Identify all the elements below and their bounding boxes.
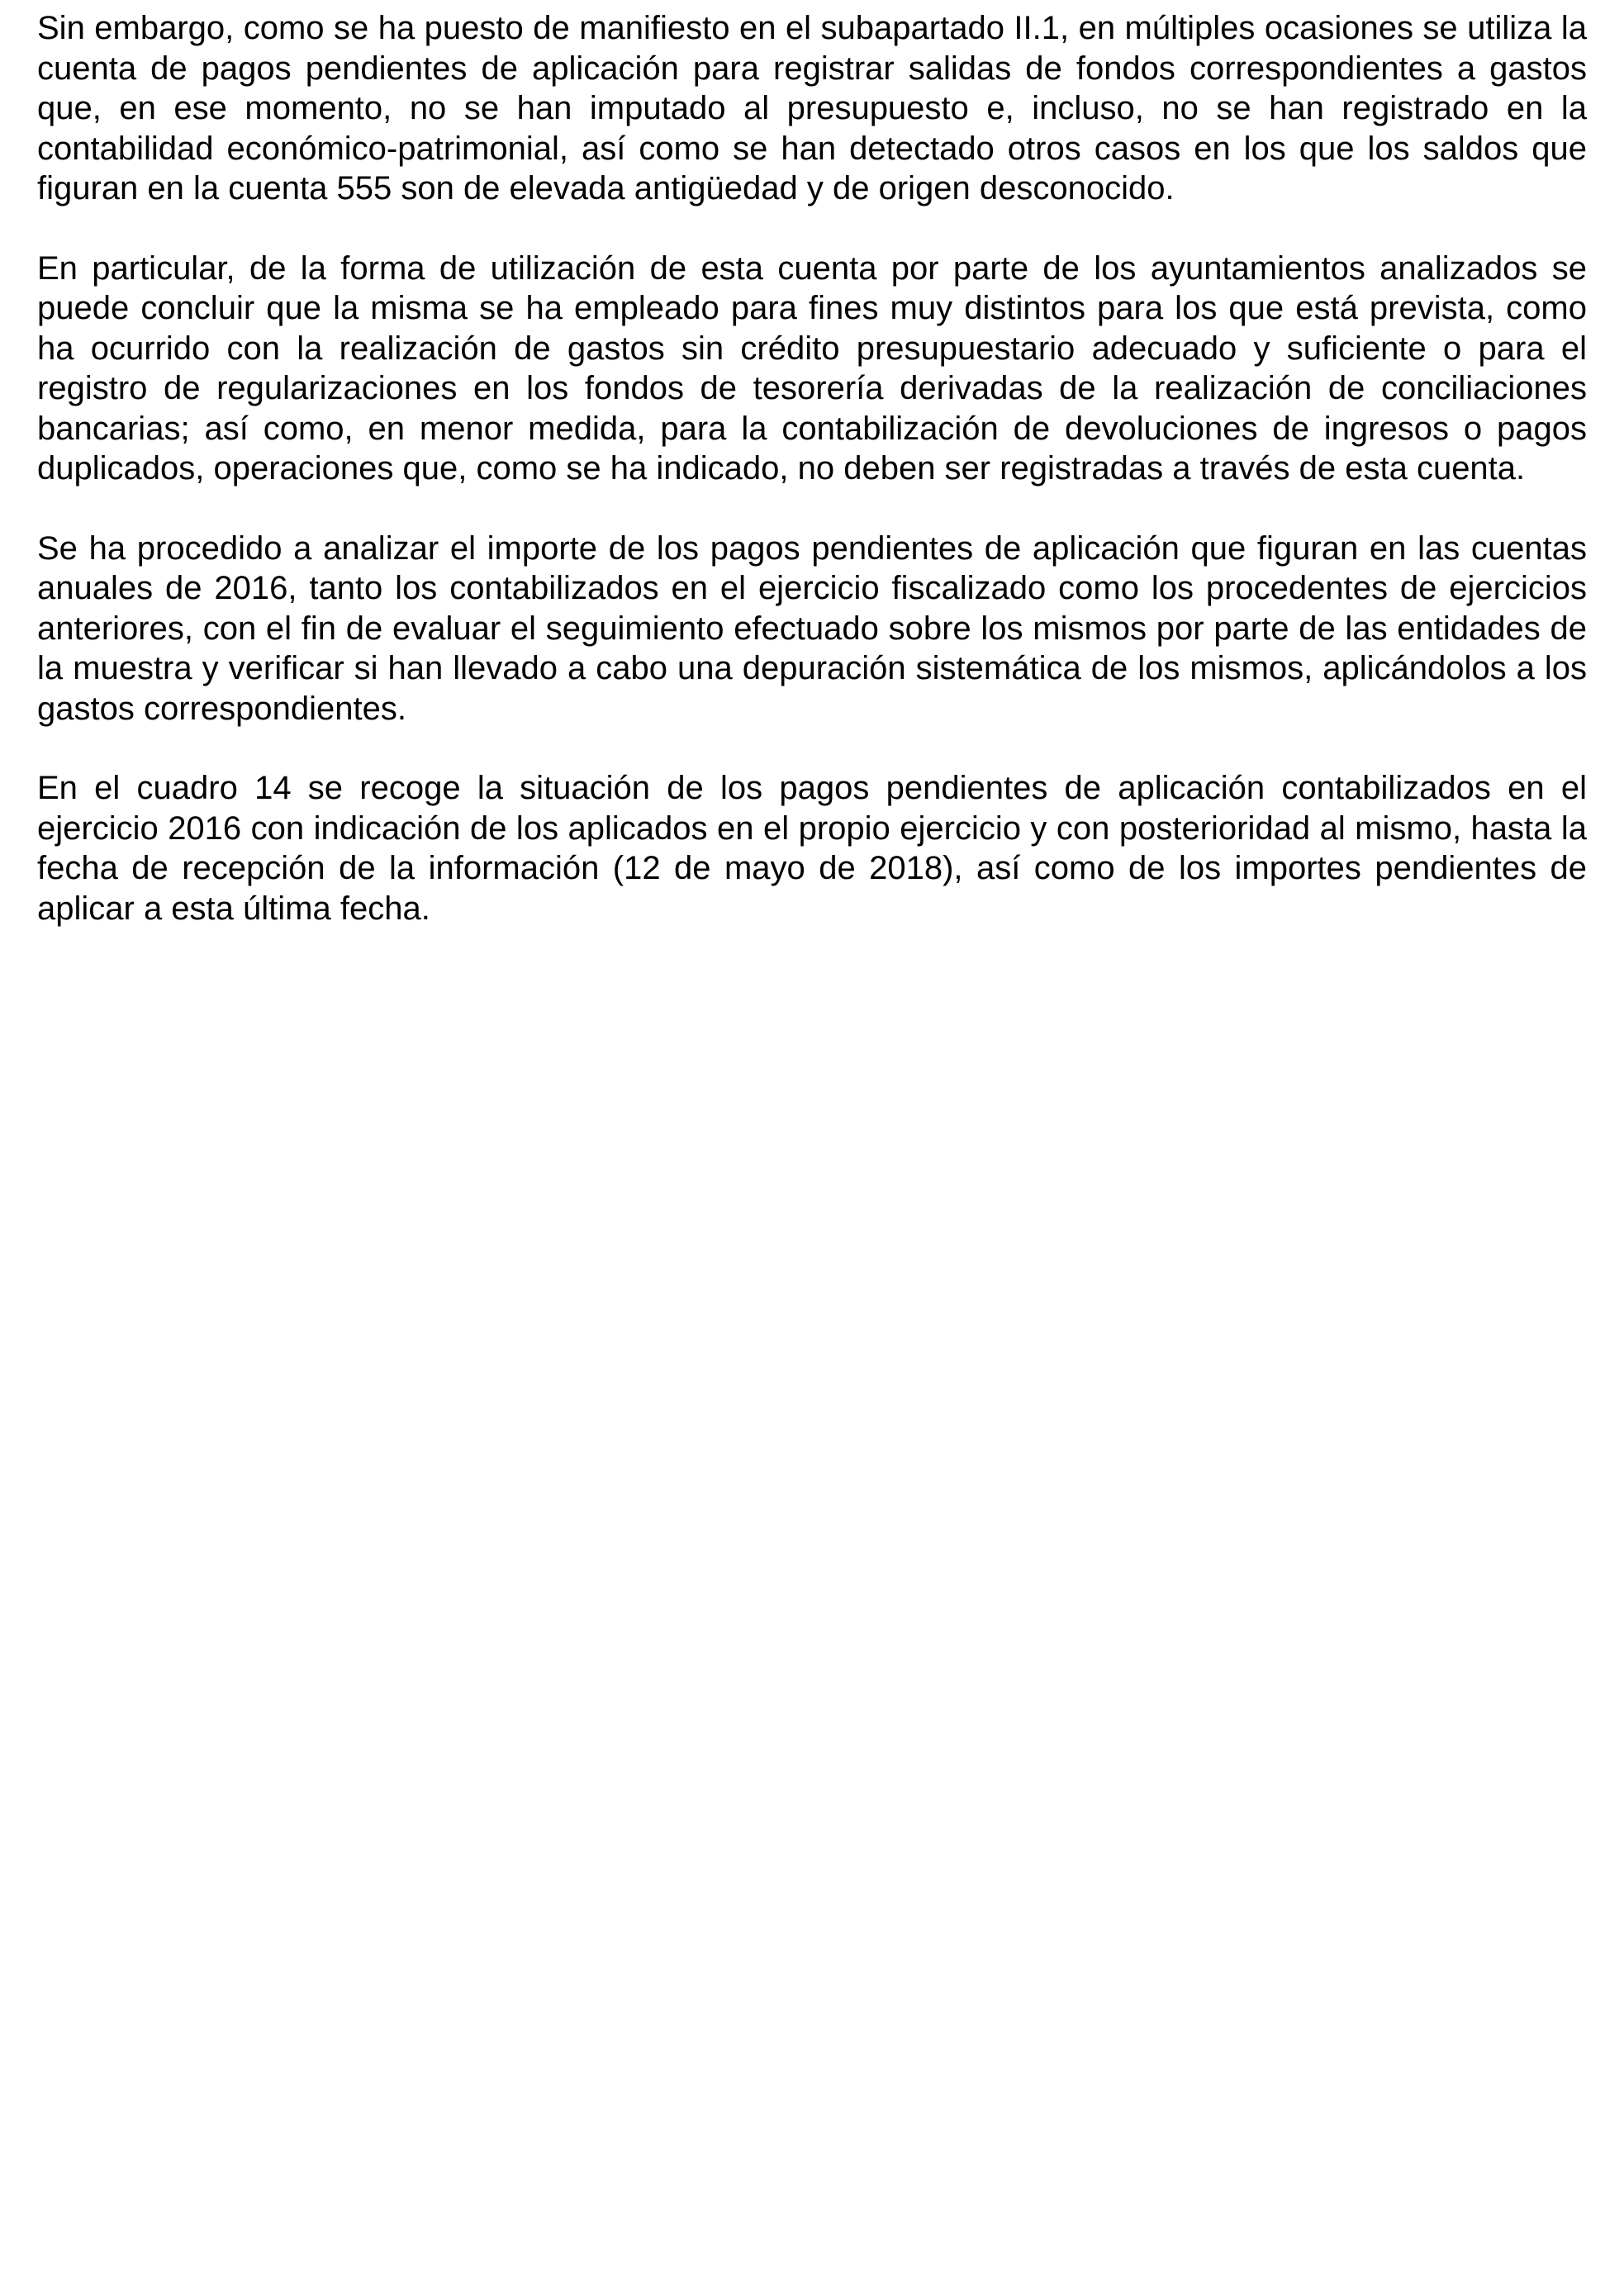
paragraph-1: Sin embargo, como se ha puesto de manifiesto en el subapartado II.1, en múltiples ocasiones se utiliza la cuenta de pagos pendientes de aplicación para registrar salidas de fondos correspondientes a gastos que, en ese momento, no se han imputado al presupuesto e, incluso, no se han registrado en la contabilidad económico-patrimonial, así como se han detectado otros casos en los que los saldos que figuran en la cuenta 555 son de elevada antigüedad y de origen desconocido. xyxy=(37,10,1587,207)
paragraph-3: Se ha procedido a analizar el importe de los pagos pendientes de aplicación que figuran en las cuentas anuales de 2016, tanto los contabilizados en el ejercicio fiscalizado como los procedentes de ejercicios anteriores, con el fin de evaluar el seguimiento efectuado sobre los mismos por parte de las entidades de la muestra y verificar si han llevado a cabo una depuración sistemática de los mismos, aplicándolos a los gastos correspondientes. xyxy=(37,529,1587,727)
paragraph-4: En el cuadro 14 se recoge la situación de los pagos pendientes de aplicación contabilizados en el ejercicio 2016 con indicación de los aplicados en el propio ejercicio y con posterioridad al mismo, hasta la fecha de recepción de la información (12 de mayo de 2018), así como de los importes pendientes de aplicar a esta última fecha. xyxy=(37,770,1587,927)
paragraph-2: En particular, de la forma de utilización de esta cuenta por parte de los ayuntamientos analizados se puede concluir que la misma se ha empleado para fines muy distintos para los que está prevista, como ha ocurrido con la realización de gastos sin crédito presupuestario adecuado y suficiente o para el registro de regularizaciones en los fondos de tesorería derivadas de la realización de conciliaciones bancarias; así como, en menor medida, para la contabilización de devoluciones de ingresos o pagos duplicados, operaciones que, como se ha indicado, no deben ser registradas a través de esta cuenta. xyxy=(37,249,1587,487)
document-page xyxy=(37,8,1587,968)
